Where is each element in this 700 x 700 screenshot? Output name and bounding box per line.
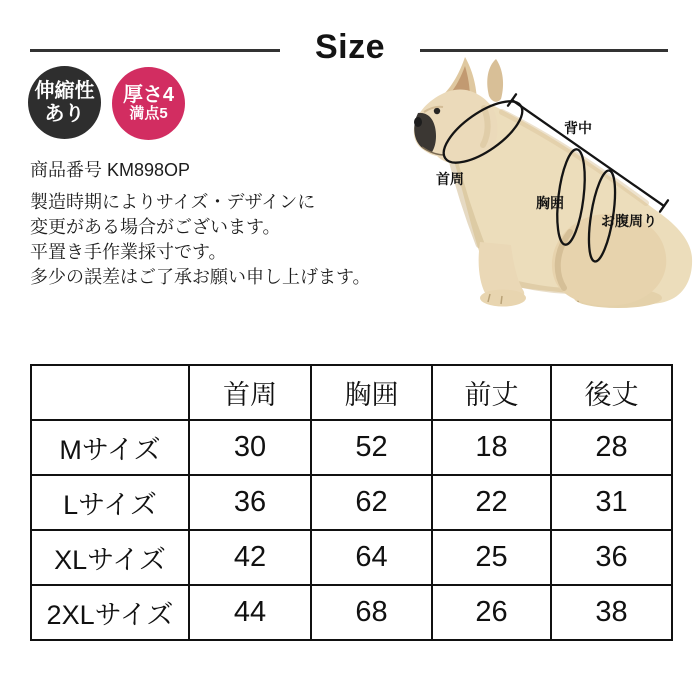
- table-row-l: [31, 475, 672, 530]
- dog-eye: [434, 108, 440, 114]
- product-number: 商品番号 KM898OP: [30, 160, 191, 180]
- col-header-front-length: 前丈: [432, 365, 551, 420]
- back-measure-tick-start: [508, 94, 516, 105]
- cell-l-chest: 62: [311, 475, 432, 530]
- cell-xl-chest: 64: [311, 530, 432, 585]
- stretch-badge-line1: 伸縮性: [34, 80, 95, 103]
- cell-2xl-chest: 68: [311, 585, 432, 640]
- dog-front-paw: [480, 290, 526, 307]
- cell-2xl-neck: 44: [189, 585, 311, 640]
- table-row-m: [31, 420, 672, 475]
- cell-2xl-back: 38: [551, 585, 672, 640]
- neck-measure-label: 首周: [436, 171, 464, 187]
- col-header-neck: 首周: [189, 365, 311, 420]
- dog-measurement-figure: [390, 50, 700, 312]
- row-label-l: Lサイズ: [31, 475, 189, 530]
- thickness-badge-line1: 厚さ4: [122, 83, 175, 106]
- note-line-1: 製造時期によりサイズ・デザインに: [30, 192, 316, 212]
- size-table: [30, 364, 673, 641]
- back-measure-label: 背中: [564, 120, 592, 136]
- dog-back-ear: [487, 59, 503, 102]
- table-row-xl: [31, 530, 672, 585]
- col-header-empty: [31, 365, 189, 420]
- cell-m-back: 28: [551, 420, 672, 475]
- note-line-2: 変更がある場合がございます。: [30, 217, 281, 237]
- dog-nose: [414, 117, 422, 127]
- size-table-header-row: [31, 365, 672, 420]
- cell-l-back: 31: [551, 475, 672, 530]
- cell-xl-back: 36: [551, 530, 672, 585]
- stretch-badge: [28, 66, 101, 139]
- cell-2xl-front: 26: [432, 585, 551, 640]
- cell-xl-front: 25: [432, 530, 551, 585]
- belly-measure-label: お腹周り: [601, 213, 657, 229]
- back-measure-tick-end: [660, 200, 668, 211]
- thickness-badge-line2: 満点5: [129, 105, 168, 123]
- col-header-chest: 胸囲: [311, 365, 432, 420]
- note-line-4: 多少の誤差はご了承お願い申し上げます。: [30, 267, 371, 287]
- stretch-badge-line2: あり: [44, 102, 85, 125]
- col-header-back-length: 後丈: [551, 365, 672, 420]
- row-label-2xl: 2XLサイズ: [31, 585, 189, 640]
- cell-xl-neck: 42: [189, 530, 311, 585]
- row-label-m: Mサイズ: [31, 420, 189, 475]
- table-row-2xl: [31, 585, 672, 640]
- row-label-xl: XLサイズ: [31, 530, 189, 585]
- cell-m-front: 18: [432, 420, 551, 475]
- note-line-3: 平置き手作業採寸です。: [30, 242, 227, 262]
- thickness-badge: [112, 67, 185, 140]
- divider-left: [30, 49, 280, 52]
- cell-l-front: 22: [432, 475, 551, 530]
- cell-l-neck: 36: [189, 475, 311, 530]
- cell-m-neck: 30: [189, 420, 311, 475]
- page-title: Size: [314, 28, 386, 66]
- product-notes: [30, 190, 371, 290]
- cell-m-chest: 52: [311, 420, 432, 475]
- chest-measure-label: 胸囲: [536, 195, 564, 211]
